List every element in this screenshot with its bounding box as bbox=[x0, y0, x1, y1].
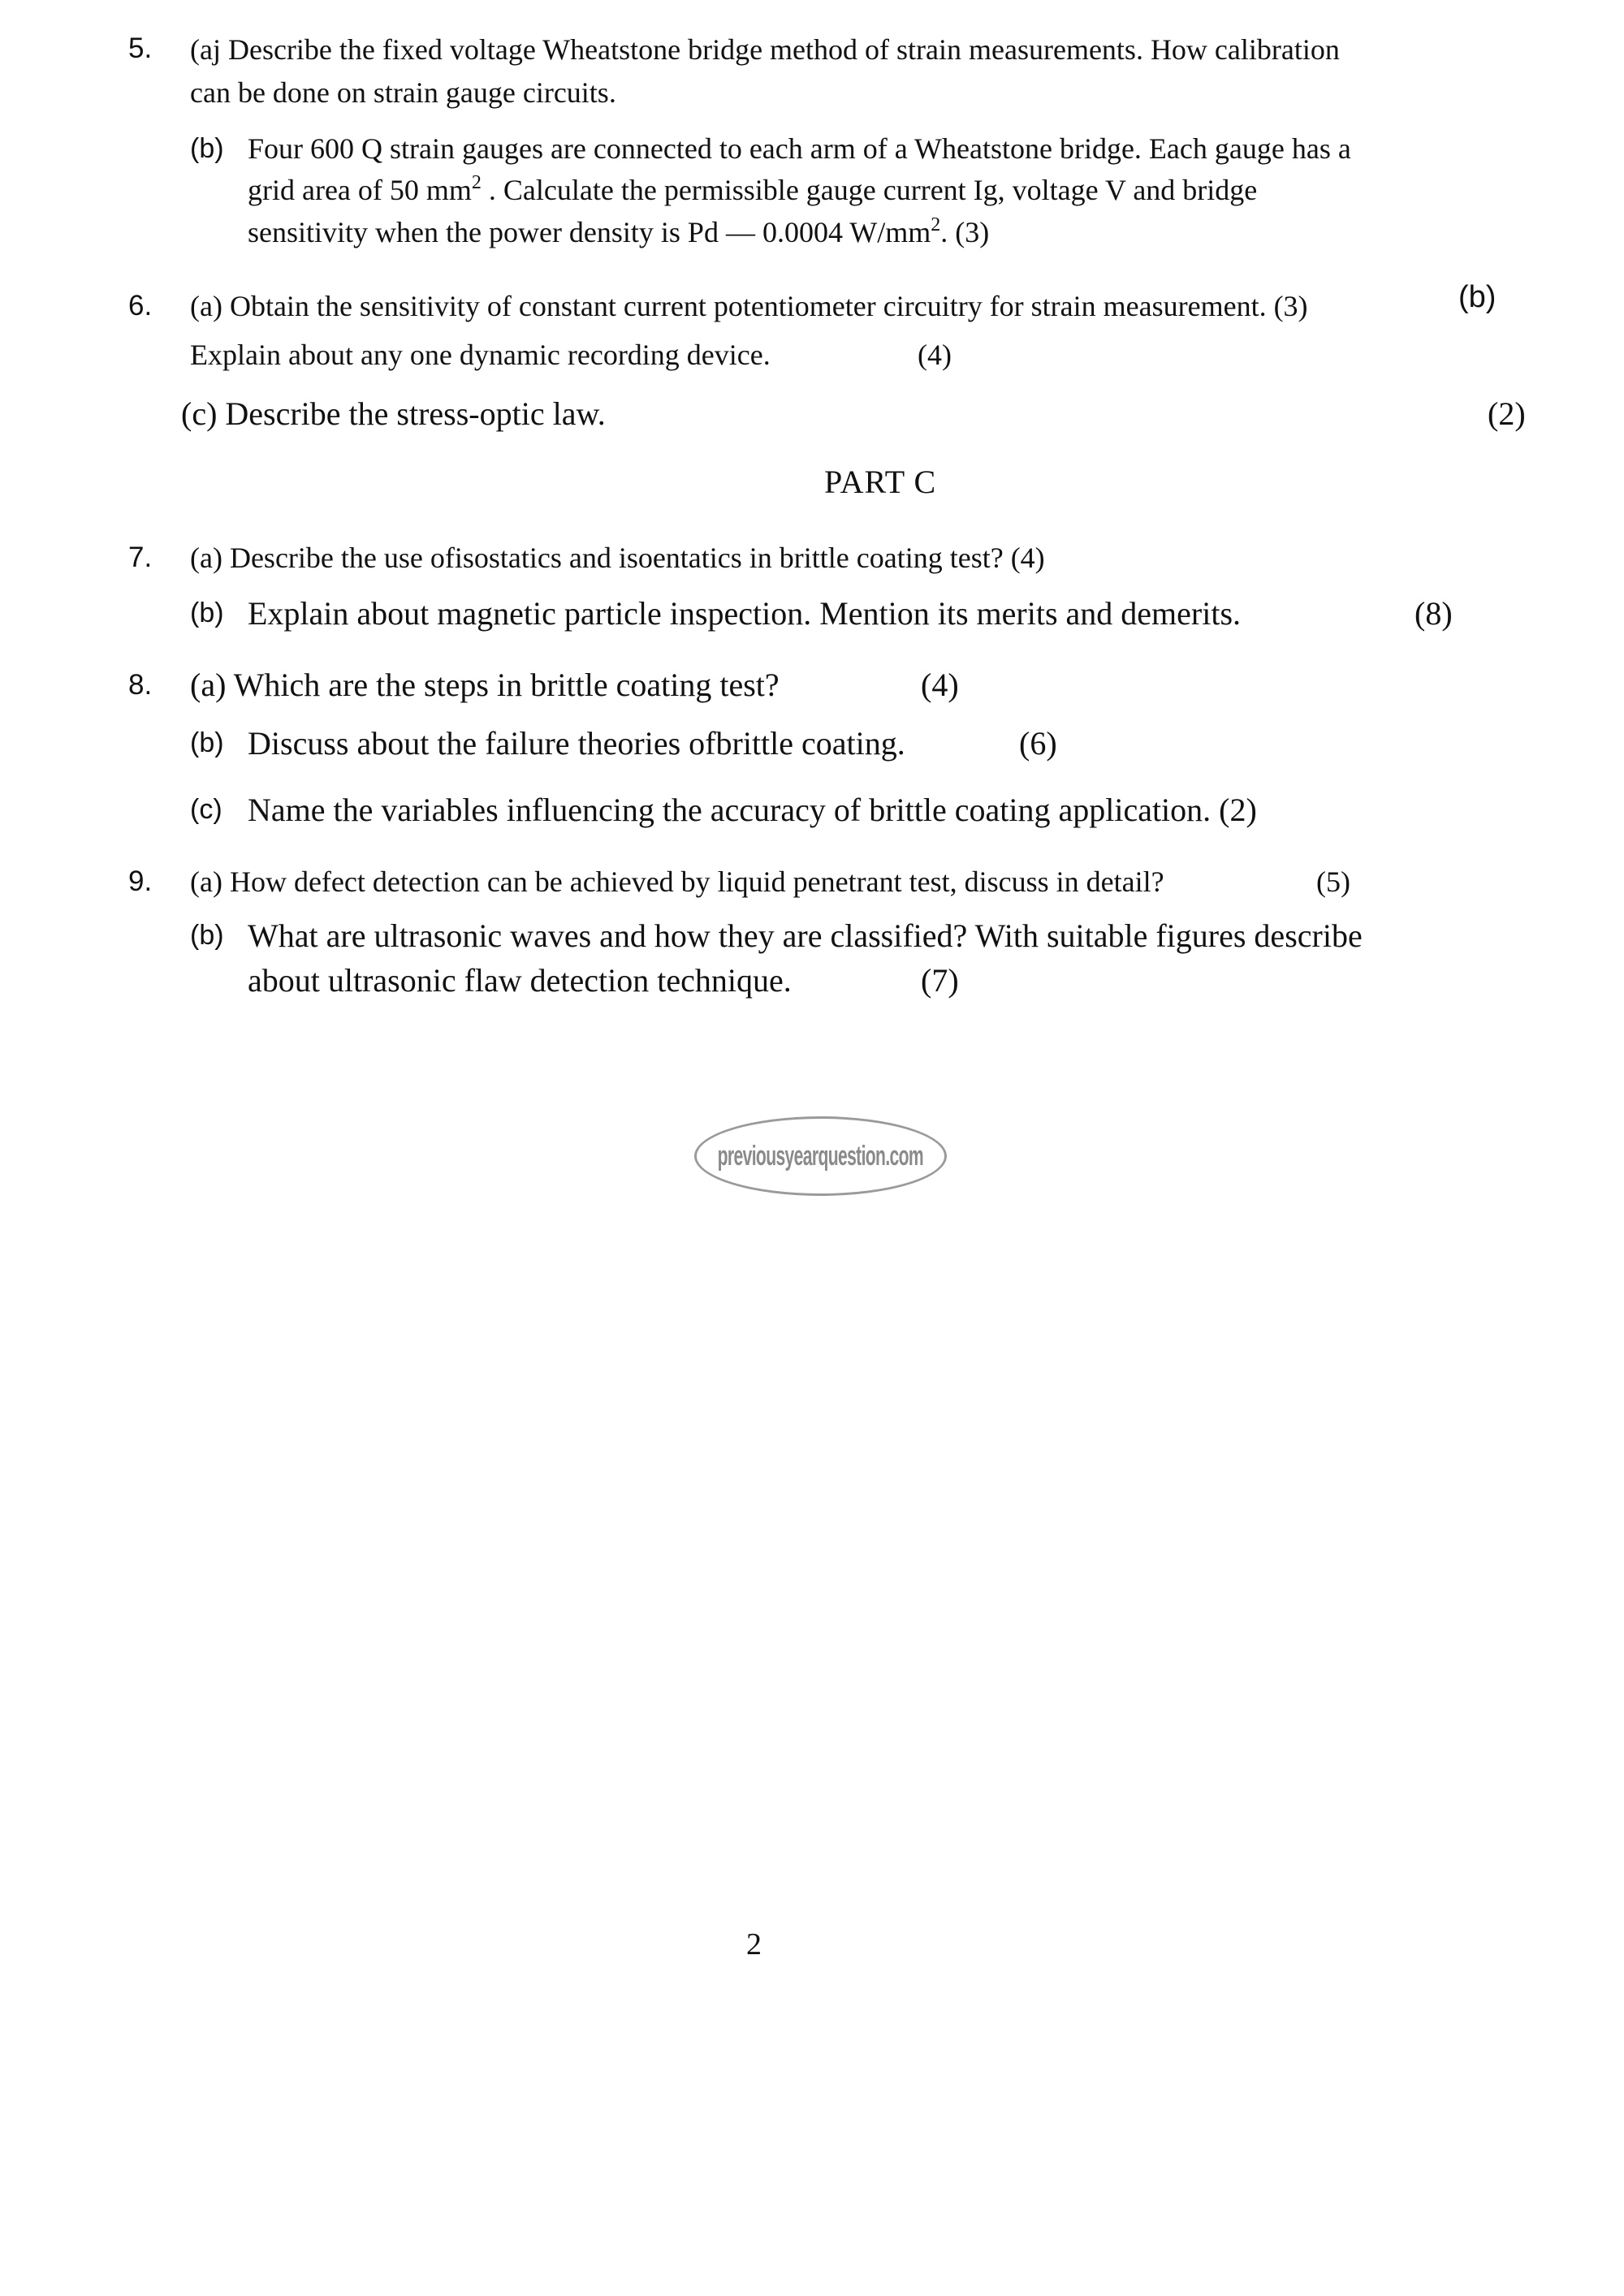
q7-a-line: (a) Describe the use ofisostatics and isoentatics in brittle coating test? (4) bbox=[190, 542, 1045, 574]
q7-b-marks: (8) bbox=[1415, 595, 1453, 632]
q5-number: 5. bbox=[128, 32, 153, 64]
q9-number: 9. bbox=[128, 865, 153, 897]
q8-b-marks: (6) bbox=[1019, 725, 1057, 762]
watermark-stamp bbox=[694, 1116, 947, 1196]
q8-b-line: Discuss about the failure theories ofbrittle coating. bbox=[248, 725, 905, 762]
q6-number: 6. bbox=[128, 290, 153, 322]
q7-b-label: (b) bbox=[190, 598, 224, 628]
q9-a-line: (a) How defect detection can be achieved by liquid penetrant test, discuss in detail? bbox=[190, 865, 1164, 898]
page-number: 2 bbox=[746, 1927, 762, 1962]
q5-b-line2: grid area of 50 $mm^2$ . Calculate the permissible gauge current Ig, voltage V and bridge bbox=[248, 172, 1258, 206]
q8-number: 8. bbox=[128, 669, 153, 701]
q6-b-marks: (4) bbox=[918, 339, 952, 371]
q9-b-marks: (7) bbox=[921, 962, 959, 999]
q8-c-label: (c) bbox=[190, 794, 222, 825]
q6-c-line: (c) Describe the stress-optic law. bbox=[181, 395, 606, 432]
q5-b-line3: sensitivity when the power density is Pd — 0.0004 $W/mm^2$. (3) bbox=[248, 214, 990, 248]
q5-b-line1: Four 600 Q strain gauges are connected to each arm of a Wheatstone bridge. Each gauge has a bbox=[248, 132, 1351, 165]
q5-a-line1: (aj Describe the fixed voltage Wheatstone bridge method of strain measurements. How calibration bbox=[190, 33, 1340, 66]
q8-b-label: (b) bbox=[190, 727, 224, 758]
q6-b-label: (b) bbox=[1458, 280, 1497, 314]
q9-b-line2: about ultrasonic flaw detection technique. bbox=[248, 962, 792, 999]
q6-c-marks: (2) bbox=[1488, 395, 1526, 432]
q7-number: 7. bbox=[128, 542, 153, 573]
q6-b-line: Explain about any one dynamic recording device. bbox=[190, 339, 771, 371]
q8-c-line: Name the variables influencing the accuracy of brittle coating application. (2) bbox=[248, 792, 1257, 828]
part-c-heading: PART C bbox=[824, 464, 937, 500]
q6-a-line: (a) Obtain the sensitivity of constant current potentiometer circuitry for strain measurement. (3) bbox=[190, 290, 1308, 322]
q5-a-line2: can be done on strain gauge circuits. bbox=[190, 76, 616, 109]
q8-a-marks: (4) bbox=[921, 667, 959, 703]
q5-b-label: (b) bbox=[190, 133, 224, 164]
q9-a-marks: (5) bbox=[1316, 865, 1350, 898]
q9-b-label: (b) bbox=[190, 920, 224, 951]
watermark-text: previousyearquestion.com bbox=[717, 1140, 924, 1172]
q7-b-line: Explain about magnetic particle inspection. Mention its merits and demerits. bbox=[248, 595, 1242, 632]
q8-a-line: (a) Which are the steps in brittle coating test? bbox=[190, 667, 780, 703]
q9-b-line1: What are ultrasonic waves and how they are classified? With suitable figures describe bbox=[248, 917, 1363, 954]
